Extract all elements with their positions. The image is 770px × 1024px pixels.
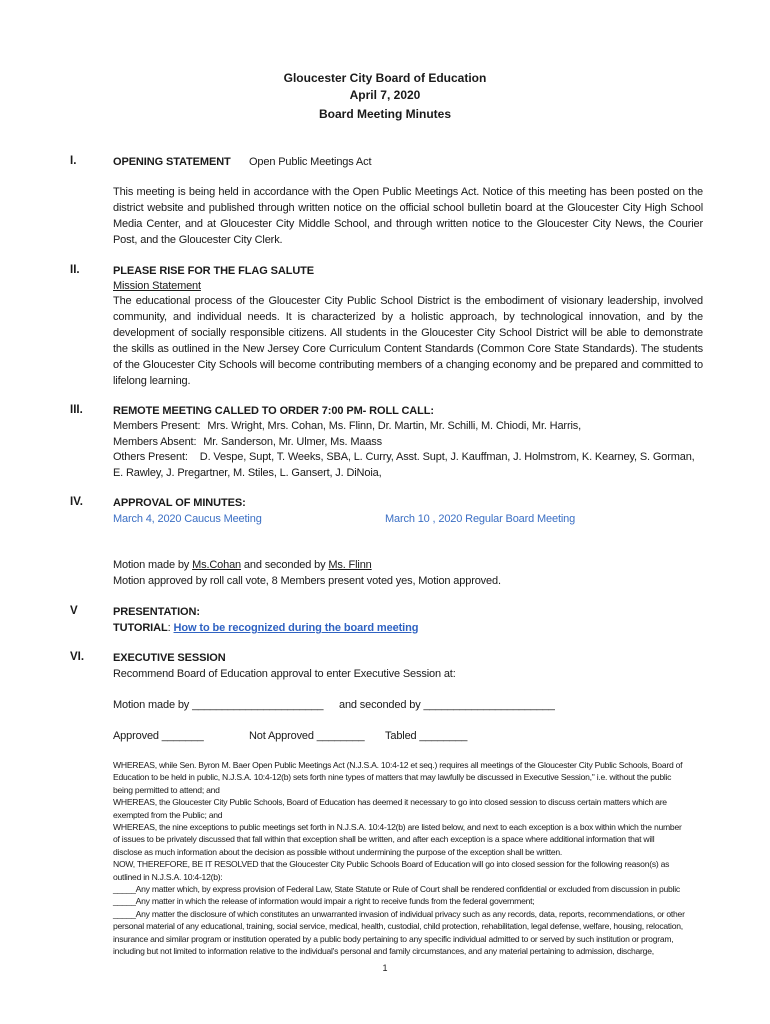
section-6-numeral: VI. xyxy=(70,651,85,663)
executive-approved: Approved _______ xyxy=(113,730,204,742)
caucus-meeting-minutes-link[interactable]: March 4, 2020 Caucus Meeting xyxy=(113,513,262,525)
executive-session-resolution xyxy=(113,759,713,958)
section-1-subheading: Open Public Meetings Act xyxy=(249,156,372,168)
section-1-body: This meeting is being held in accordance with the Open Public Meetings Act. Notice of this meeting has been posted on the district website and published through written notice on the official school bulletin board at the Gloucester City High School Media Center, and at Gloucester City Middle School, and through written notice to the Gloucester City News, the Courier Post, and the Gloucester City Clerk. xyxy=(113,186,703,246)
members-absent-list: Mr. Sanderson, Mr. Ulmer, Ms. Maass xyxy=(203,436,383,448)
executive-motion-made-by: Motion made by ______________________ xyxy=(113,699,324,711)
minutes-motion-line: Motion made by Ms.Cohan and seconded by Ms. Flinn xyxy=(113,559,372,571)
tutorial-link[interactable]: How to be recognized during the board meeting xyxy=(173,622,419,634)
section-3-heading: REMOTE MEETING CALLED TO ORDER 7:00 PM- ROLL CALL: xyxy=(113,405,434,417)
section-4-heading: APPROVAL OF MINUTES: xyxy=(113,497,246,509)
executive-not-approved: Not Approved ________ xyxy=(249,730,365,742)
regular-board-meeting-minutes-link[interactable]: March 10 , 2020 Regular Board Meeting xyxy=(385,513,576,525)
executive-session-recommendation: Recommend Board of Education approval to enter Executive Session at: xyxy=(113,668,456,680)
members-present xyxy=(113,418,581,434)
section-2-heading: PLEASE RISE FOR THE FLAG SALUTE xyxy=(113,265,315,277)
resolution-line: disclose as much information about the decision as possible without undermining the purpose of the exception shall be written. xyxy=(113,846,563,857)
resolution-line: _____Any matter the disclosure of which constitutes an unwarranted invasion of individual privacy such as any records, data, reports, recommendations, or other xyxy=(113,908,685,919)
resolution-line: _____Any matter which, by express provision of Federal Law, State Statute or Rule of Court shall be rendered confidential or excluded from discussion in public xyxy=(113,884,680,895)
resolution-line: personal material of any educational, training, social service, medical, health, custodial, child protection, rehabilitation, legal defense, welfare, housing, relocation, xyxy=(113,921,683,932)
others-present xyxy=(113,449,705,481)
mission-statement-label: Mission Statement xyxy=(113,280,201,292)
executive-seconded-by: and seconded by ______________________ xyxy=(339,699,555,711)
resolution-line: of issues to be privately discussed that fall within that exception shall be written, and after each exception is a space where additional information that will xyxy=(113,834,655,845)
section-4-numeral: IV. xyxy=(70,496,84,508)
resolution-line: _____Any matter in which the release of information would impair a right to receive funds from the federal government; xyxy=(113,896,535,907)
others-present-list: D. Vespe, Supt, T. Weeks, SBA, L. Curry, Asst. Supt, J. Kauffman, J. Holmstrom, K. Kearney, S. Gorman, E. Rawley, J. Pregartner, M. Stiles, L. Gansert, J. DiNoia, xyxy=(113,451,695,479)
resolution-line: exempted from the Public; and xyxy=(113,809,223,820)
resolution-line: WHEREAS, the nine exceptions to public meetings set forth in N.J.S.A. 10:4-12(b) are listed below, and next to each exception is a box within which the number xyxy=(113,822,682,833)
resolution-line: Education to be held in public, N.J.S.A. 10:4-12(b) sets forth nine types of matters that may lawfully be discussed in Executive Session," i.e. without the public xyxy=(113,772,672,783)
minutes-approval-line: Motion approved by roll call vote, 8 Members present voted yes, Motion approved. xyxy=(113,575,501,587)
resolution-line: being permitted to attend; and xyxy=(113,784,220,795)
members-present-list: Mrs. Wright, Mrs. Cohan, Ms. Flinn, Dr. Martin, Mr. Schilli, M. Chiodi, Mr. Harris, xyxy=(207,420,582,432)
members-absent xyxy=(113,434,382,450)
resolution-line: including but not limited to information relative to the individual's personal and family circumstances, and any material pertaining to admission, discharge, xyxy=(113,946,654,957)
motion-made-by: Ms.Cohan xyxy=(192,559,242,571)
executive-tabled: Tabled ________ xyxy=(385,730,468,742)
section-3-numeral: III. xyxy=(70,404,83,416)
section-2-numeral: II. xyxy=(70,264,80,276)
members-absent-label: Members Absent: xyxy=(113,436,197,448)
document-title: Gloucester City Board of Education xyxy=(283,71,487,85)
section-1-heading: OPENING STATEMENT xyxy=(113,156,231,168)
resolution-line: WHEREAS, the Gloucester City Public Schools, Board of Education has deemed it necessary to go into closed session to discuss certain matters which are xyxy=(113,797,667,808)
page-number: 1 xyxy=(382,963,388,973)
resolution-line: NOW, THEREFORE, BE IT RESOLVED that the Gloucester City Public Schools Board of Education will go into closed session for the following reason(s) as xyxy=(113,859,670,870)
meeting-date: April 7, 2020 xyxy=(349,88,421,102)
section-1-numeral: I. xyxy=(70,155,77,167)
resolution-line: outlined in N.J.S.A. 10:4-12(b): xyxy=(113,871,223,882)
tutorial-line: TUTORIAL: How to be recognized during the board meeting xyxy=(113,622,419,634)
resolution-line: WHEREAS, while Sen. Byron M. Baer Open Public Meetings Act (N.J.S.A. 10:4-12 et seq.) requires all meetings of the Gloucester City Public Schools, Board of xyxy=(113,760,683,770)
section-5-numeral: V xyxy=(70,605,78,617)
others-present-label: Others Present: xyxy=(113,451,188,463)
document-subtitle: Board Meeting Minutes xyxy=(318,107,451,121)
resolution-line: insurance and similar program or institution operated by a public body pertaining to any specific individual admitted to or served by such institution or program, xyxy=(113,933,674,944)
section-5-heading: PRESENTATION: xyxy=(113,606,200,618)
mission-statement-body: The educational process of the Gloucester City Public School District is the embodiment of visionary leadership, involved community, and individual needs. It is characterized by a holistic approach, by technological innovation, and by the development of socially responsible citizens. All students in the Gloucester City School District will be able to demonstrate the skills as outlined in the New Jersey Core Curriculum Content Standards (Common Core State Standards). The students of the Gloucester City Schools will become contributing members of a changing economy and be prepared and committed to lifelong learning. xyxy=(113,295,703,387)
motion-seconded-by: Ms. Flinn xyxy=(328,559,372,571)
members-present-label: Members Present: xyxy=(113,420,201,432)
section-6-heading: EXECUTIVE SESSION xyxy=(113,652,226,664)
